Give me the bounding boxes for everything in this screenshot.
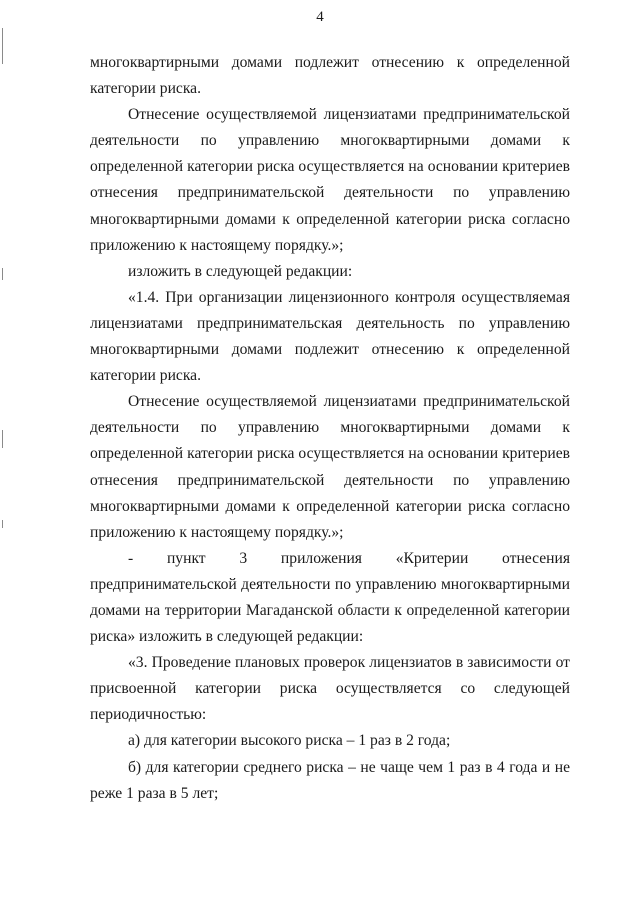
scan-edge-mark — [2, 520, 3, 528]
paragraph-old-assignment-basis: Отнесение осуществляемой лицензиатами предпринимательской деятельности по управлению многоквартирными домами к определенной категории риска осуществляется на основании критериев отнесения предпринимательской деятельности по управлению многоквартирными домами к определенной категории риска согласно приложению к настоящему порядку.»; — [90, 106, 570, 254]
page-number: 4 — [316, 9, 324, 25]
scan-edge-mark — [2, 28, 3, 64]
paragraph-high-risk-frequency: а) для категории высокого риска – 1 раз в 2 года; — [128, 732, 451, 750]
paragraph-clause-1-4: «1.4. При организации лицензионного контроля осуществляемая лицензиатами предпринимательская деятельность по управлению многоквартирными домами подлежит отнесению к определенной категории риска. — [90, 288, 570, 385]
document-body — [90, 50, 570, 807]
paragraph-amend-instruction: изложить в следующей редакции: — [128, 262, 353, 280]
scan-edge-mark — [2, 430, 3, 448]
paragraph-new-assignment-basis: Отнесение осуществляемой лицензиатами предпринимательской деятельности по управлению многоквартирными домами к определенной категории риска осуществляется на основании критериев отнесения предпринимательской деятельности по управлению многоквартирными домами к определенной категории риска согласно приложению к настоящему порядку.»; — [90, 393, 570, 541]
paragraph-continuation: многоквартирными домами подлежит отнесению к определенной категории риска. — [90, 54, 570, 98]
paragraph-clause-3: «3. Проведение плановых проверок лицензиатов в зависимости от присвоенной категории риска осуществляется со следующей периодичностью: — [90, 654, 570, 724]
scan-edge-mark — [2, 268, 3, 280]
paragraph-appendix-point-3: - пункт 3 приложения «Критерии отнесения предпринимательской деятельности по управлению многоквартирными домами на территории Магаданской области к определенной категории риска» изложить в следующей редакции: — [90, 549, 570, 646]
paragraph-medium-risk-frequency: б) для категории среднего риска – не чаще чем 1 раз в 4 года и не реже 1 раза в 5 лет; — [90, 758, 570, 802]
